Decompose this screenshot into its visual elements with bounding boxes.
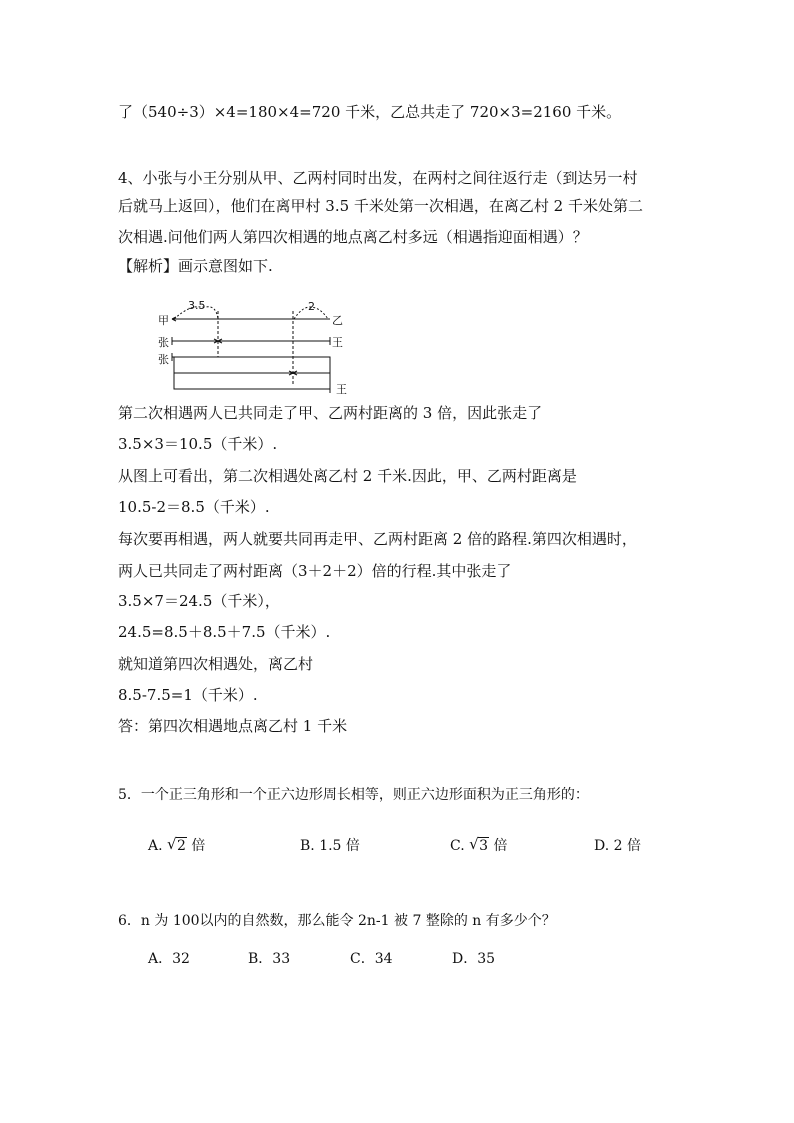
label-zhang-2: 张 — [158, 353, 169, 366]
solution-line-7: 3.5×7＝24.5（千米）， — [118, 592, 280, 610]
solution-line-4: 10.5-2＝8.5（千米）. — [118, 498, 270, 516]
label-35: 3.5 — [188, 299, 206, 312]
solution-line-6: 两人已共同走了两村距离（3＋2＋2）倍的行程.其中张走了 — [118, 562, 512, 580]
meeting-diagram — [150, 297, 360, 397]
problem6-question: 6．n 为 100以内的自然数，那么能令 2n-1 被 7 整除的 n 有多少个？ — [118, 913, 556, 929]
option-c-suffix: 倍 — [493, 838, 508, 854]
problem6-option-d: D．35 — [452, 951, 496, 967]
problem5-option-a — [148, 836, 205, 856]
option-a-prefix: A. — [148, 838, 163, 854]
solution-line-2: 3.5×3＝10.5（千米）. — [118, 435, 278, 453]
problem6-option-c: C．34 — [350, 951, 393, 967]
answer-line: 答：第四次相遇地点离乙村 1 千米 — [118, 717, 348, 735]
label-jia: 甲 — [158, 314, 169, 327]
solution-line-3: 从图上可看出，第二次相遇处离乙村 2 千米.因此，甲、乙两村距离是 — [118, 467, 577, 485]
solution-line-1: 第二次相遇两人已共同走了甲、乙两村距离的 3 倍，因此张走了 — [118, 404, 543, 422]
problem5-option-b: B. 1.5 倍 — [300, 838, 360, 854]
label-wang-2: 王 — [336, 383, 347, 396]
problem5-option-c — [450, 836, 508, 856]
problem6-option-a: A．32 — [148, 951, 190, 967]
text-line-top: 了（540÷3）×4=180×4=720 千米，乙总共走了 720×3=2160 千米。 — [118, 103, 622, 121]
problem5-question: 5．一个正三角形和一个正六边形周长相等，则正六边形面积为正三角形的： — [118, 787, 589, 803]
problem4-line-3: 次相遇.问他们两人第四次相遇的地点离乙村多远（相遇指迎面相遇）？ — [118, 228, 588, 246]
sqrt-2-symbol: √ 2 — [167, 835, 186, 854]
solution-line-10: 8.5-7.5=1（千米）. — [118, 686, 258, 704]
problem4-line-1: 4、小张与小王分别从甲、乙两村同时出发，在两村之间往返行走（到达另一村 — [118, 169, 638, 187]
label-2: 2 — [308, 300, 315, 313]
solution-line-5: 每次要再相遇，两人就要共同再走甲、乙两村距离 2 倍的路程.第四次相遇时， — [118, 530, 637, 548]
label-yi: 乙 — [332, 314, 343, 327]
label-wang-1: 王 — [332, 336, 343, 349]
wang-path-box — [174, 373, 330, 389]
analysis-heading: 【解析】画示意图如下. — [118, 257, 273, 275]
sqrt-3-symbol: √ 3 — [469, 835, 489, 854]
label-zhang-1: 张 — [158, 336, 169, 349]
zhang-return-path — [174, 357, 330, 373]
solution-line-9: 就知道第四次相遇处，离乙村 — [118, 655, 314, 673]
option-a-suffix: 倍 — [191, 838, 206, 854]
problem6-option-b: B．33 — [248, 951, 291, 967]
solution-line-8: 24.5=8.5＋8.5＋7.5（千米）. — [118, 623, 331, 641]
problem5-option-d: D. 2 倍 — [594, 838, 641, 854]
problem4-line-2: 后就马上返回），他们在离甲村 3.5 千米处第一次相遇，在离乙村 2 千米处第二 — [118, 197, 643, 215]
option-c-prefix: C. — [450, 838, 465, 854]
